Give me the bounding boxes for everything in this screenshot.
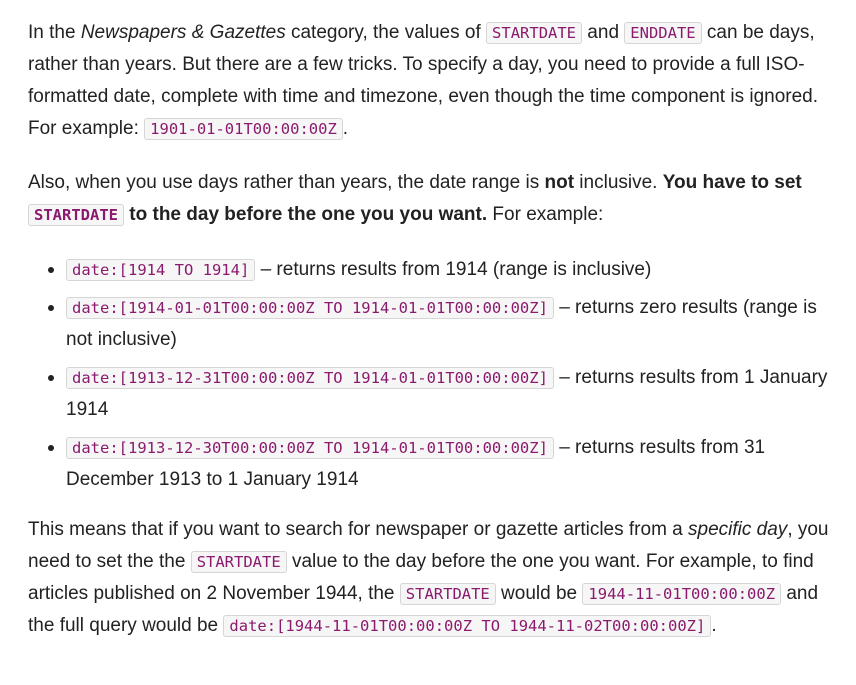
bold-instruction: You have to set STARTDATE to the day before the one you you want. bbox=[28, 172, 802, 225]
text: In the bbox=[28, 22, 81, 43]
code-enddate: ENDDATE bbox=[624, 22, 701, 44]
category-name: Newspapers & Gazettes bbox=[80, 22, 286, 43]
list-item bbox=[66, 431, 836, 496]
text: , you need to set the the bbox=[28, 519, 829, 572]
list-item-text: – returns results from 31 December 1913 to 1 January 1914 bbox=[66, 437, 766, 490]
code-startdate: STARTDATE bbox=[191, 551, 287, 573]
code-startdate: STARTDATE bbox=[28, 204, 124, 226]
list-item-text: – returns results from 1914 (range is inclusive) bbox=[255, 259, 652, 280]
query-code: date:[1913-12-30T00:00:00Z TO 1914-01-01T00:00:00Z] bbox=[66, 437, 554, 459]
list-item bbox=[66, 361, 836, 426]
code-startdate: STARTDATE bbox=[486, 22, 582, 44]
query-code: date:[1914 TO 1914] bbox=[66, 259, 255, 281]
code-full-query: date:[1944-11-01T00:00:00Z TO 1944-11-02T00:00:00Z] bbox=[223, 615, 711, 637]
code-date-value: 1944-11-01T00:00:00Z bbox=[582, 583, 781, 605]
examples-list bbox=[28, 253, 836, 496]
list-item-text: – returns zero results (range is not inclusive) bbox=[66, 297, 817, 350]
code-iso-date-example: 1901-01-01T00:00:00Z bbox=[144, 118, 343, 140]
query-code: date:[1913-12-31T00:00:00Z TO 1914-01-01T00:00:00Z] bbox=[66, 367, 554, 389]
text: can be days, rather than years. But there are a few tricks. To specify a day, you need to provide a full ISO-formatted date, complete with time and timezone, even though the time component is ignored. For example: bbox=[28, 22, 819, 139]
text: and bbox=[582, 22, 625, 43]
text: . bbox=[342, 118, 349, 139]
list-item-text: – returns results from 1 January 1914 bbox=[66, 367, 828, 420]
text: For example: bbox=[487, 204, 604, 225]
text: value to the day before the one you want. For example, to find articles published on 2 November 1944, the bbox=[28, 551, 814, 604]
text: This means that if you want to search for newspaper or gazette articles from a bbox=[28, 519, 689, 540]
code-startdate: STARTDATE bbox=[400, 583, 496, 605]
paragraph-specific-day bbox=[28, 514, 836, 642]
text: and the full query would be bbox=[28, 583, 819, 636]
text: inclusive. bbox=[574, 172, 663, 193]
text: would be bbox=[495, 583, 583, 604]
list-item bbox=[66, 291, 836, 356]
list-item bbox=[66, 253, 836, 286]
text: . bbox=[711, 615, 717, 636]
text: Also, when you use days rather than years, the date range is bbox=[28, 172, 545, 193]
paragraph-day-values bbox=[28, 17, 836, 145]
emphasis-specific-day: specific day bbox=[688, 519, 788, 540]
paragraph-not-inclusive bbox=[28, 167, 836, 231]
query-code: date:[1914-01-01T00:00:00Z TO 1914-01-01T00:00:00Z] bbox=[66, 297, 554, 319]
text: category, the values of bbox=[285, 22, 487, 43]
bold-not: not bbox=[544, 172, 575, 193]
